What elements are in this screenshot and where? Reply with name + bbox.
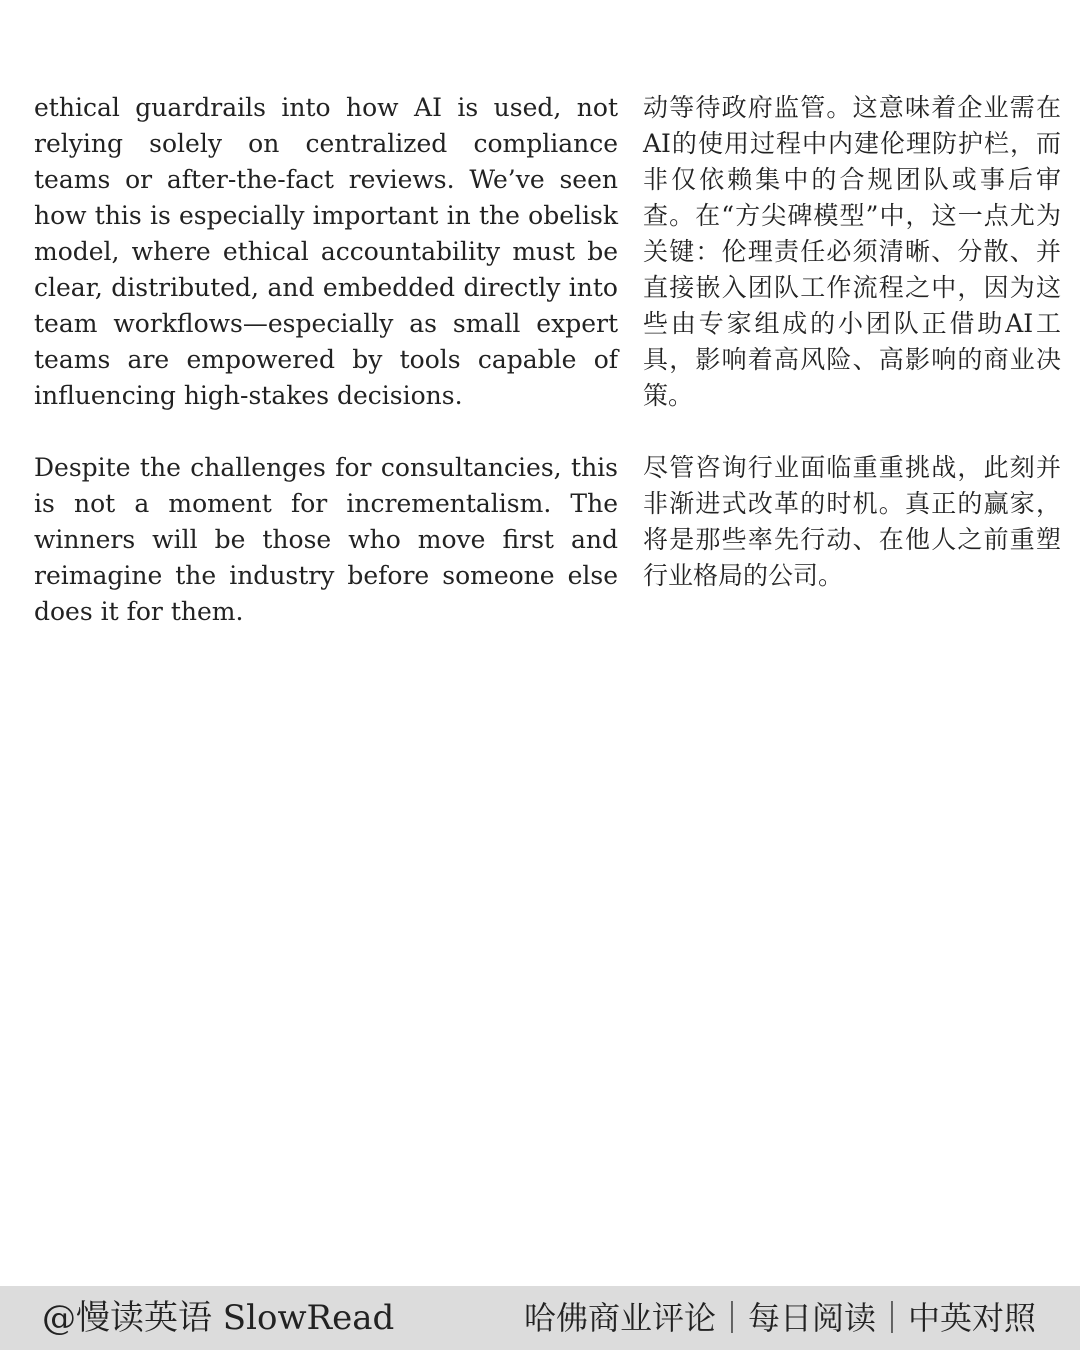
- footer-bar: [0, 1286, 1080, 1350]
- english-paragraph-1: ethical guardrails into how AI is used, not relying solely on centralized compliance teams or after-the-fact reviews. We’ve seen how this is especially important in the obelisk model, where ethical accountability must be clear, distributed, and embedded directly into team workflows—especially as small expert teams are empowered by tools capable of influencing high-stakes decisions.: [34, 93, 618, 410]
- chinese-paragraph-1: 动等待政府监管。这意味着企业需在AI的使用过程中内建伦理防护栏，而非仅依赖集中的合规团队或事后审查。在“方尖碑模型”中，这一点尤为关键：伦理责任必须清晰、分散、并直接嵌入团队工作流程之中，因为这些由专家组成的小团队正借助AI工具，影响着高风险、高影响的商业决策。: [643, 93, 1061, 410]
- footer-tagline: 哈佛商业评论｜每日阅读｜中英对照: [523, 1299, 1036, 1337]
- chinese-paragraph-2: 尽管咨询行业面临重重挑战，此刻并非渐进式改革的时机。真正的赢家，将是那些率先行动、在他人之前重塑行业格局的公司。: [643, 453, 1061, 590]
- chinese-column: [643, 90, 1061, 630]
- account-handle: @慢读英语 SlowRead: [42, 1298, 395, 1338]
- english-column: [34, 90, 618, 666]
- english-paragraph-2: Despite the challenges for consultancies, this is not a moment for incrementalism. The winners will be those who move first and reimagine the industry before someone else does it for them.: [34, 453, 618, 626]
